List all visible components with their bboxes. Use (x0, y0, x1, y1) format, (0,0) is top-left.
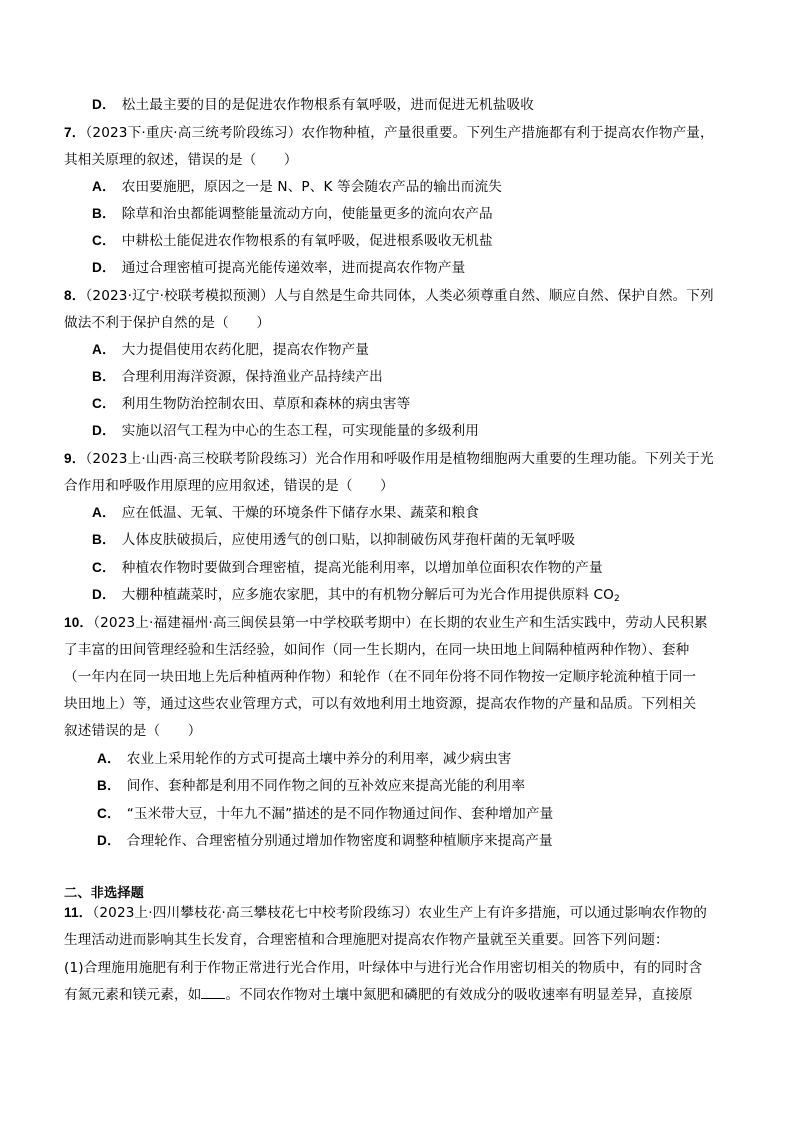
co2-subscript: 2 (613, 594, 620, 604)
q7-stem-line1 (64, 123, 734, 143)
question-stem: 块田地上）等，通过这些农业管理方式，可以有效地利用土地资源，提高农作物的产量和品质。下列相关 (64, 696, 697, 712)
q9-option-d (92, 585, 732, 609)
question-stem: 人与自然是生命共同体，人类必须尊重自然、顺应自然、保护自然。下列 (274, 288, 714, 304)
answer-blank[interactable] (201, 986, 225, 999)
q10-stem-line1 (64, 613, 734, 633)
q10-stem-line4 (64, 694, 734, 714)
option-text: 农业上采用轮作的方式可提高土壤中养分的利用率，减少病虫害 (126, 751, 512, 767)
option-text: 人体皮肤破损后，应使用透气的创口贴，以抑制破伤风芽孢杆菌的无氧呼吸 (121, 532, 576, 548)
q11-sub1-line2 (64, 985, 734, 1005)
option-label: D． (92, 423, 116, 438)
question-stem: 做法不利于保护自然的是（ ） (64, 315, 271, 331)
q7-stem-line2 (64, 150, 734, 170)
q11-stem-line2 (64, 930, 734, 950)
question-source: （2023上·四川攀枝花·高三攀枝花七中校考阶段练习） (92, 905, 419, 921)
question-stem: 合作用和呼吸作用原理的应用叙述，错误的是（ ） (64, 478, 394, 494)
option-label: C． (92, 396, 116, 411)
question-number: 9． (64, 451, 86, 466)
q7-option-c (92, 231, 732, 251)
q9-stem-line2 (64, 476, 734, 496)
q8-option-d (92, 421, 732, 441)
option-label: B． (92, 532, 116, 547)
q8-option-c (92, 394, 732, 414)
q10-stem-line5 (64, 721, 734, 741)
q10-stem-line3 (64, 667, 734, 687)
q7-option-b (92, 204, 732, 224)
question-stem: 叙述错误的是（ ） (64, 723, 202, 739)
subquestion-text: 合理施用施肥有利于作物正常进行光合作用，叶绿体中与进行光合作用密切相关的物质中，有的同时含 (83, 960, 703, 976)
question-number: 10． (64, 615, 94, 630)
option-text: 大棚种植蔬菜时，应多施农家肥，其中的有机物分解后可为光合作用提供原料 CO (121, 587, 614, 603)
option-label: B． (92, 369, 116, 384)
question-source: （2023·辽宁·校联考模拟预测） (85, 288, 274, 304)
q10-option-a (97, 749, 737, 769)
q8-option-a (92, 340, 732, 360)
option-label: D． (92, 587, 116, 602)
q6-option-d (92, 95, 732, 115)
option-label: B． (92, 206, 116, 221)
option-label: C． (92, 233, 116, 248)
option-label: C． (97, 806, 121, 821)
option-label: A． (92, 505, 116, 520)
option-text: 间作、套种都是利用不同作物之间的互补效应来提高光能的利用率 (126, 778, 526, 794)
question-stem: 其相关原理的叙述，错误的是（ ） (64, 152, 298, 168)
q9-stem-line1 (64, 449, 734, 469)
question-stem: 农业生产上有许多措施，可以通过影响农作物的 (418, 905, 708, 921)
q8-stem-line1 (64, 286, 734, 306)
q7-option-a (92, 177, 732, 197)
option-label: C． (92, 560, 116, 575)
option-text: 松土最主要的目的是促进农作物根系有氧呼吸，进而促进无机盐吸收 (121, 97, 535, 113)
subquestion-label: (1) (64, 960, 84, 976)
q9-option-a (92, 503, 732, 523)
question-source: （2023上·山西·高三校联考阶段练习） (85, 451, 316, 467)
option-label: A． (92, 179, 116, 194)
option-label: B． (97, 778, 121, 793)
q8-option-b (92, 367, 732, 387)
q11-sub1-line1 (64, 958, 734, 978)
q10-option-b (97, 776, 737, 796)
q8-stem-line2 (64, 313, 734, 333)
question-number: 11． (64, 905, 93, 920)
question-stem: 农作物种植，产量很重要。下列生产措施都有利于提高农作物产量， (301, 125, 714, 141)
q10-option-d (97, 831, 737, 851)
q11-stem-line1 (64, 903, 734, 923)
option-text: 应在低温、无氧、干燥的环境条件下储存水果、蔬菜和粮食 (121, 505, 480, 521)
question-stem: 了丰富的田间管理经验和生活经验，如间作（同一生长期内，在同一块田地上间隔种植两种作物）、套种 (64, 642, 690, 658)
option-text: 实施以沼气工程为中心的生态工程，可实现能量的多级利用 (121, 423, 480, 439)
option-text: “玉米带大豆，十年九不漏”描述的是不同作物通过间作、套种增加产量 (126, 806, 554, 822)
option-text: 种植农作物时要做到合理密植，提高光能利用率，以增加单位面积农作物的产量 (121, 560, 603, 576)
subquestion-text: 。不同农作物对土壤中氮肥和磷肥的有效成分的吸收速率有明显差异，直接原 (225, 987, 693, 1003)
question-number: 8． (64, 288, 86, 303)
subquestion-text: 有氮元素和镁元素，如 (64, 987, 202, 1003)
question-source: （2023上·福建福州·高三闽侯县第一中学校联考期中） (93, 615, 420, 631)
option-text: 除草和治虫都能调整能量流动方向，使能量更多的流向农产品 (121, 206, 493, 222)
section-heading: 二、非选择题 (64, 886, 145, 901)
option-label: A． (92, 342, 116, 357)
option-text: 通过合理密植可提高光能传递效率，进而提高农作物产量 (121, 260, 466, 276)
option-text: 大力提倡使用农药化肥，提高农作物产量 (121, 342, 370, 358)
option-label: A． (97, 751, 121, 766)
question-stem: 光合作用和呼吸作用是植物细胞两大重要的生理功能。下列关于光 (315, 451, 714, 467)
option-label: D． (92, 260, 116, 275)
q10-option-c (97, 804, 737, 824)
option-text: 中耕松土能促进农作物根系的有氧呼吸，促进根系吸收无机盐 (121, 233, 493, 249)
section-title (64, 884, 734, 904)
question-stem: 生理活动进而影响其生长发育，合理密植和合理施肥对提高农作物产量就至关重要。回答下列问题： (64, 932, 669, 948)
q7-option-d (92, 258, 732, 278)
q9-option-c (92, 558, 732, 578)
option-label: D． (92, 97, 116, 112)
option-label: D． (97, 833, 121, 848)
q9-option-b (92, 530, 732, 550)
question-stem: （一年内在同一块田地上先后种植两种作物）和轮作（在不同年份将不同作物按一定顺序轮流种植于同一 (64, 669, 697, 685)
option-text: 合理利用海洋资源，保持渔业产品持续产出 (121, 369, 383, 385)
question-stem: 在长期的农业生产和生活实践中，劳动人民积累 (419, 615, 708, 631)
question-number: 7． (64, 125, 86, 140)
option-text: 利用生物防治控制农田、草原和森林的病虫害等 (121, 396, 411, 412)
option-text: 农田要施肥，原因之一是 N、P、K 等会随农产品的输出而流失 (121, 179, 502, 195)
question-source: （2023下·重庆·高三统考阶段练习） (85, 125, 302, 141)
q10-stem-line2 (64, 640, 734, 660)
option-text: 合理轮作、合理密植分别通过增加作物密度和调整种植顺序来提高产量 (126, 833, 553, 849)
